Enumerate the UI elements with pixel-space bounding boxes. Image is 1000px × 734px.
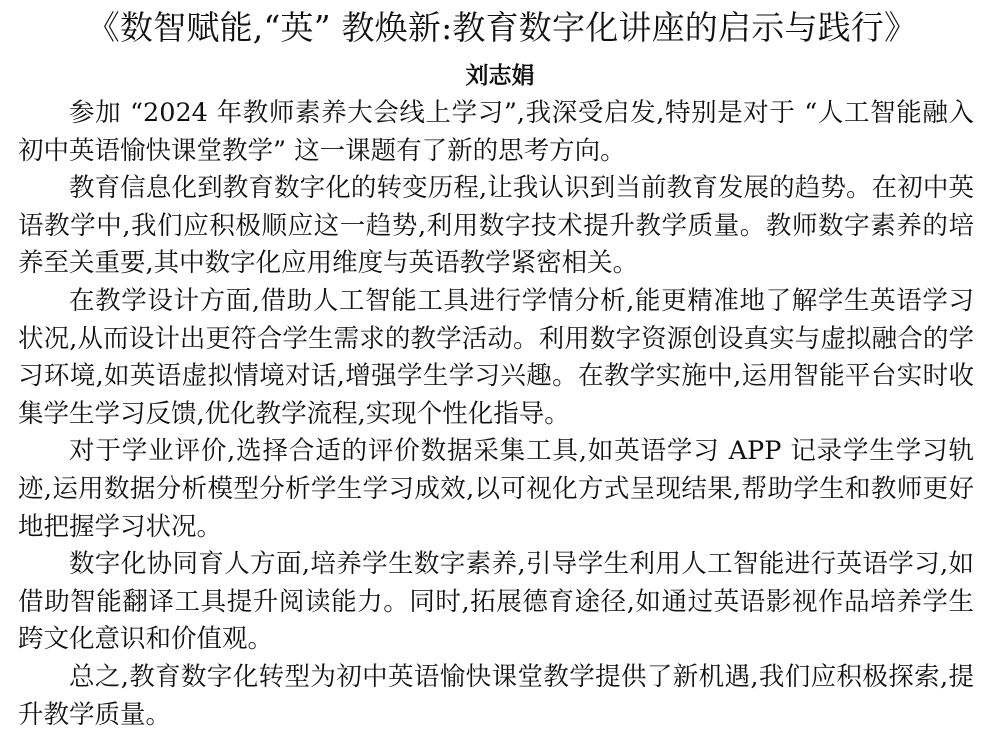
paragraph: 对于学业评价,选择合适的评价数据采集工具,如英语学习 APP 记录学生学习轨迹,运用数据分析模型分析学生学习成效,以可视化方式呈现结果,帮助学生和教师更好地把握学习状况。 [18,436,974,542]
document-title: 《数智赋能,“英” 教焕新:教育数字化讲座的启示与践行》 [86,8,918,47]
paragraph: 在教学设计方面,借助人工智能工具进行学情分析,能更精准地了解学生英语学习状况,从而设计出更符合学生需求的教学活动。利用数字资源创设真实与虚拟融合的学习环境,如英语虚拟情境对话,增强学生学习兴趣。在教学实施中,运用智能平台实时收集学生学习反馈,优化教学流程,实现个性化指导。 [18,285,974,429]
paragraph: 数字化协同育人方面,培养学生数字素养,引导学生利用人工智能进行英语学习,如借助智能翻译工具提升阅读能力。同时,拓展德育途径,如通过英语影视作品培养学生跨文化意识和价值观。 [18,549,974,655]
paragraph: 总之,教育数字化转型为初中英语愉快课堂教学提供了新机遇,我们应积极探索,提升教学质量。 [18,661,974,730]
paragraph: 教育信息化到教育数字化的转变历程,让我认识到当前教育发展的趋势。在初中英语教学中,我们应积极顺应这一趋势,利用数字技术提升教学质量。教师数字素养的培养至关重要,其中数字化应用维度与英语教学紧密相关。 [18,173,974,279]
author-name: 刘志娟 [465,62,535,89]
paragraph: 参加 “2024 年教师素养大会线上学习”,我深受启发,特别是对于 “人工智能融入初中英语愉快课堂教学” 这一课题有了新的思考方向。 [18,98,974,166]
article-body [18,95,974,734]
